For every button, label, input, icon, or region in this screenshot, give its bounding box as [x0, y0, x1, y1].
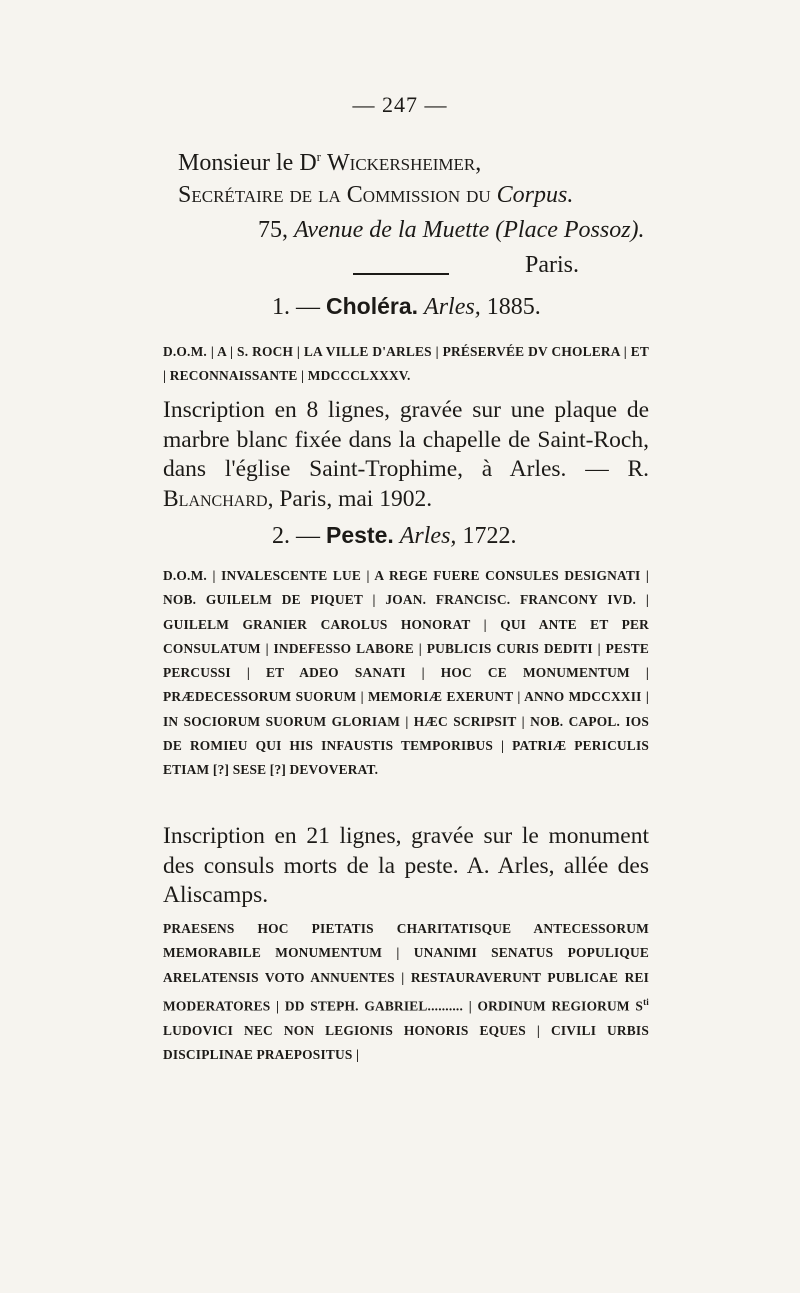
section-2-description: Inscription en 21 lignes, gravée sur le monument des consuls morts de la peste. A. Arles, allée des Aliscamps. [163, 823, 649, 908]
section-2-inscription-2-sup: ti [643, 996, 649, 1007]
address-street-number: 75, [258, 217, 288, 243]
section-2-dash: — [290, 523, 326, 549]
address-line-3 [258, 218, 645, 242]
separator-rule [353, 273, 449, 275]
section-1-place: Arles, [424, 294, 481, 320]
section-1-title: Choléra. [326, 293, 419, 319]
section-2-heading [272, 522, 516, 550]
section-1-description-text: Inscription en 8 lignes, gravée sur une plaque de marbre blanc fixée dans la chapelle de Saint-Roch, dans l'église Saint-Trophime, à Arles. — R. [163, 397, 649, 482]
address-line-1 [178, 150, 481, 175]
section-2-number: 2. [272, 523, 290, 549]
section-2-title: Peste. [326, 522, 394, 548]
address-title-sup: r [316, 149, 321, 164]
section-2-place: Arles, [399, 523, 457, 549]
page-number: — 247 — [352, 92, 448, 117]
section-1-description-tail: Paris, mai 1902. [273, 485, 433, 512]
address-salutation: Monsieur le D [178, 150, 317, 176]
address-secretary-label: Secrétaire de la Commission du [178, 182, 491, 208]
section-1-heading [272, 293, 541, 321]
section-1-dash: — [290, 294, 326, 320]
section-1-author: Blanchard, [163, 485, 274, 512]
section-1-description [163, 396, 649, 514]
section-2-inscription-2 [163, 917, 649, 1067]
address-street: Avenue de la Muette (Place Possoz). [294, 217, 645, 243]
section-2-inscription-2-part-2: LUDOVICI NEC NON LEGIONIS HONORIS EQUES | CIVILI URBIS DISCIPLINAE PRAEPOSITUS | [163, 1022, 649, 1062]
section-1-number: 1. [272, 294, 290, 320]
address-city: Paris. [525, 252, 579, 278]
address-corpus: Corpus. [496, 182, 574, 208]
section-1-year: 1885. [486, 294, 541, 320]
section-2-inscription-2-part-1: PRAESENS HOC PIETATIS CHARITATISQUE ANTECESSORUM MEMORABILE MONUMENTUM | UNANIMI SENATUS POPULIQUE ARELATENSIS VOTO ANNUENTES | RESTAURAVERUNT PUBLICAE REI MODERATORES | DD STEPH. GABRIEL.......... | ORDINUM REGIORUM S [163, 921, 649, 1014]
section-2-inscription: D.O.M. | INVALESCENTE LUE | A REGE FUERE CONSULES DESIGNATI | NOB. GUILELM DE PIQUET | JOAN. FRANCISC. FRANCONY IVD. | GUILELM GRANIER CAROLUS HONORAT | QUI ANTE ET PER CONSULATUM | INDEFESSO LABORE | PUBLICIS CURIS DEDITI | PESTE PERCUSSI | ET ADEO SANATI | HOC CE MONUMENTUM | PRÆDECESSORUM SUORUM | MEMORIÆ EXERUNT | ANNO MDCCXXII | IN SOCIORUM SUORUM GLORIAM | HÆC SCRIPSIT | NOB. CAPOL. IOS DE ROMIEU QUI HIS INFAUSTIS TEMPORIBUS | PATRIÆ PERICULIS ETIAM [?] SESE [?] DEVOVERAT. [163, 568, 649, 778]
section-1-inscription: D.O.M. | A | S. ROCH | LA VILLE D'ARLES | PRÉSERVÉE DV CHOLERA | ET | RECONNAISSANTE | MDCCCLXXXV. [163, 344, 649, 384]
section-2-year: 1722. [462, 523, 517, 549]
address-name: Wickersheimer, [327, 150, 482, 176]
address-line-2 [178, 183, 573, 207]
